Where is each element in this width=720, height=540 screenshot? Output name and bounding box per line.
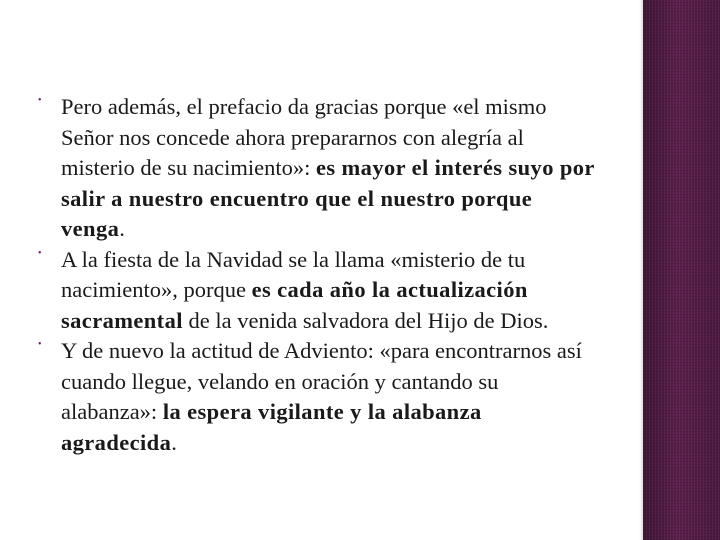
bullet-item-1 [38, 92, 600, 245]
bullet-emphasis: es mayor el interés suyo por salir a nuestro encuentro que el nuestro porque venga [61, 155, 595, 241]
bullet-text: Y de nuevo la actitud de Adviento: «para encontrarnos así cuando llegue, velando en oración y cantando su alabanza»: [61, 338, 582, 424]
bullet-list [38, 92, 600, 458]
decorative-sidebar [643, 0, 720, 540]
bullet-text: Pero además, el prefacio da gracias porque «el mismo Señor nos concede ahora prepararnos con alegría al misterio de su nacimiento»: [61, 94, 547, 180]
bullet-item-3 [38, 336, 600, 458]
bullet-text-end: . [171, 429, 177, 455]
bullet-text: A la fiesta de la Navidad se la llama «misterio de tu nacimiento», porque [61, 246, 526, 302]
bullet-marker-icon: • [38, 247, 42, 259]
bullet-emphasis: es cada año la actualización sacramental [61, 277, 528, 333]
bullet-item-2 [38, 245, 600, 337]
bullet-marker-icon: • [38, 339, 42, 350]
bullet-marker-icon: • [38, 95, 42, 106]
bullet-text-end: de la venida salvadora del Hijo de Dios. [182, 307, 549, 333]
bullet-text-end: . [119, 216, 125, 241]
bullet-emphasis: la espera vigilante y la alabanza agradecida [61, 399, 482, 455]
slide-content [38, 92, 600, 458]
